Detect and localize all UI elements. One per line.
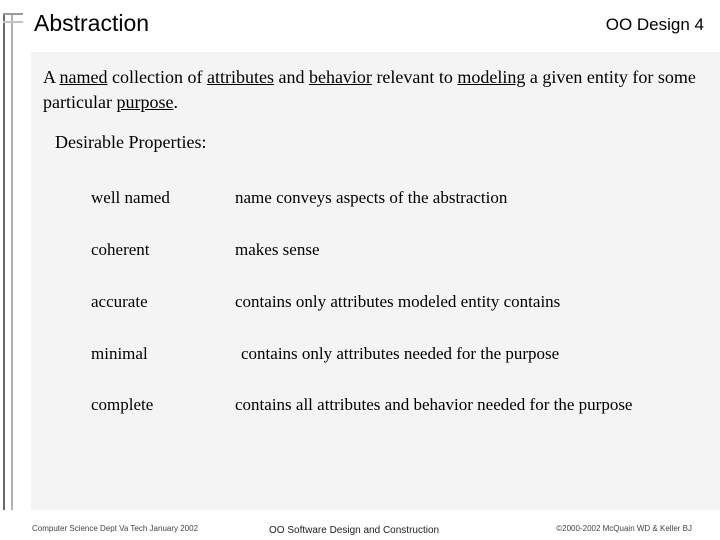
property-description: contains only attributes modeled entity contains: [235, 292, 561, 311]
slide-number-label: OO Design 4: [605, 15, 704, 34]
underlined-term: named: [59, 67, 108, 87]
property-name: minimal: [91, 344, 148, 363]
footer-center-text: OO Software Design and Construction: [269, 525, 440, 536]
slide-corner-decoration: [3, 13, 20, 510]
slide-title: Abstraction: [34, 10, 150, 36]
properties-heading: Desirable Properties:: [55, 132, 207, 152]
underlined-term: behavior: [308, 67, 372, 87]
footer-right-text: ©2000-2002 McQuain WD & Keller BJ: [556, 524, 692, 533]
property-name: accurate: [91, 292, 148, 311]
underlined-term: purpose: [116, 92, 174, 112]
definition-text: A named collection of attributes and behavior relevant to modeling a given entity for some particular purpose.: [43, 67, 696, 112]
content-panel: [31, 52, 720, 510]
property-description: makes sense: [235, 240, 320, 259]
property-description: name conveys aspects of the abstraction: [235, 188, 508, 207]
underlined-term: attributes: [206, 67, 274, 87]
property-description: contains only attributes needed for the purpose: [241, 344, 560, 363]
property-name: well named: [91, 188, 170, 207]
underlined-term: modeling: [457, 67, 526, 87]
property-name: complete: [91, 395, 154, 414]
property-name: coherent: [91, 240, 150, 259]
property-description: contains all attributes and behavior needed for the purpose: [235, 395, 633, 414]
footer-left-text: Computer Science Dept Va Tech January 2002: [32, 524, 199, 533]
